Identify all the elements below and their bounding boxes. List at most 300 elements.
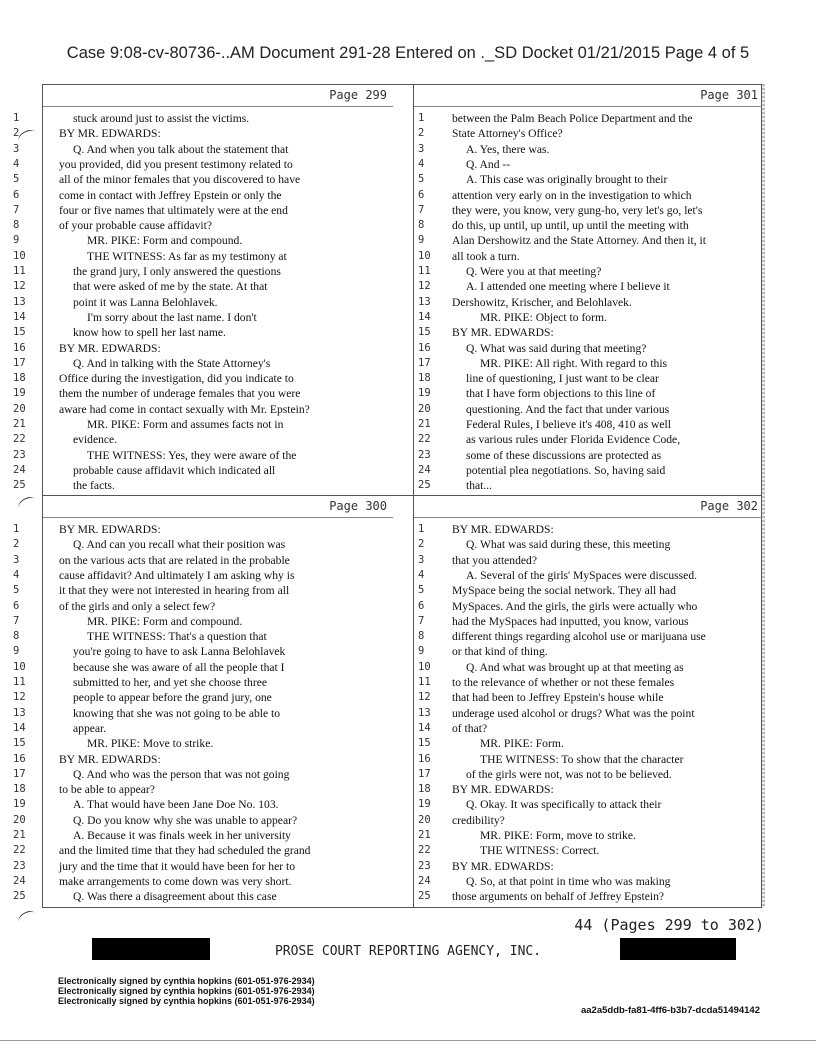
line-text: credibility? — [452, 813, 505, 827]
case-header: Case 9:08-cv-80736-..AM Document 291-28 Entered on ._SD Docket 01/21/2015 Page 4 of 5 — [66, 44, 750, 62]
page-header-rule — [43, 517, 393, 518]
transcript-line — [13, 828, 393, 844]
transcript-line — [414, 203, 764, 219]
line-number: 8 — [13, 630, 20, 643]
line-text: Q. What was said during these, this meeting — [466, 538, 671, 552]
line-number: 10 — [418, 249, 431, 262]
line-number: 5 — [13, 173, 20, 186]
line-number: 24 — [13, 874, 26, 887]
transcript-line — [13, 537, 393, 553]
line-text: Q. And -- — [466, 157, 511, 171]
transcript-line — [414, 675, 764, 691]
transcript-line — [414, 553, 764, 569]
line-text: questioning. And the fact that under various — [466, 402, 670, 416]
line-number: 19 — [418, 798, 431, 811]
line-number: 14 — [13, 310, 26, 323]
line-text: THE WITNESS: As far as my testimony at — [87, 249, 287, 263]
line-number: 10 — [13, 249, 26, 262]
line-number: 24 — [418, 874, 431, 887]
transcript-line — [414, 325, 764, 341]
transcript-line — [414, 782, 764, 798]
line-number: 11 — [418, 265, 431, 277]
transcript-line — [414, 889, 764, 905]
page-number: Page 302 — [700, 499, 758, 513]
line-text: aware had come in contact sexually with Mr. Epstein? — [59, 402, 310, 416]
transcript-line — [13, 736, 393, 752]
line-number: 17 — [13, 356, 26, 369]
line-text: THE WITNESS: Correct. — [480, 844, 600, 858]
line-number: 23 — [418, 448, 431, 461]
line-number: 23 — [13, 448, 26, 461]
line-number: 8 — [418, 630, 425, 643]
transcript-line — [13, 295, 393, 311]
transcript-line — [414, 736, 764, 752]
line-text: that were asked of me by the state. At that — [73, 280, 268, 294]
line-number: 17 — [13, 767, 26, 780]
line-text: to the relevance of whether or not these females — [452, 676, 675, 689]
line-text: MySpaces. And the girls, the girls were actually who — [452, 599, 698, 613]
transcript-line — [414, 568, 764, 584]
transcript-line — [13, 522, 393, 538]
line-number: 19 — [13, 798, 26, 811]
transcript-line — [414, 142, 764, 158]
line-text: knowing that she was not going to be able to — [73, 706, 281, 720]
transcript-line — [13, 402, 393, 418]
page-header-rule — [414, 106, 764, 107]
line-text: people to appear before the grand jury, one — [73, 691, 272, 705]
transcript-line — [414, 813, 764, 829]
transcript-line — [414, 843, 764, 859]
line-number: 12 — [13, 280, 26, 293]
transcript-line — [414, 522, 764, 538]
line-text: Q. Okay. It was specifically to attack their — [466, 798, 662, 812]
line-number: 2 — [418, 538, 425, 551]
transcript-line — [13, 341, 393, 357]
document-hash: aa2a5ddb-fa81-4ff6-b3b7-dcda51494142 — [580, 1005, 760, 1016]
line-text: stuck around just to assist the victims. — [73, 112, 250, 125]
transcript-line — [13, 843, 393, 859]
transcript-line — [13, 721, 393, 737]
line-text: Q. What was said during that meeting? — [466, 341, 647, 355]
line-text: A. That would have been Jane Doe No. 103. — [73, 798, 279, 812]
line-number: 22 — [13, 433, 26, 446]
line-number: 3 — [13, 142, 20, 155]
transcript-line — [13, 172, 393, 188]
transcript-line — [13, 767, 393, 783]
transcript-line — [414, 874, 764, 890]
page-number: Page 300 — [329, 499, 387, 513]
redaction-box — [620, 938, 736, 960]
line-number: 21 — [13, 418, 26, 430]
transcript-line — [13, 203, 393, 219]
line-text: jury and the time that it would have been for her to — [59, 859, 295, 873]
transcript-line — [414, 767, 764, 783]
transcript-line — [414, 448, 764, 464]
transcript-line — [13, 583, 393, 599]
line-text: submitted to her, and yet she choose three — [73, 676, 267, 689]
line-text: BY MR. EDWARDS: — [452, 523, 554, 536]
line-text: MR. PIKE: Form, move to strike. — [480, 829, 636, 842]
line-number: 12 — [418, 280, 431, 293]
transcript-line — [414, 279, 764, 295]
transcript-line — [13, 752, 393, 768]
transcript-line — [13, 142, 393, 158]
transcript-line — [13, 157, 393, 173]
line-number: 10 — [13, 660, 26, 673]
transcript-line — [13, 264, 393, 280]
line-number: 5 — [418, 584, 425, 597]
signature-line: Electronically signed by cynthia hopkins (601-051-976-2934) — [58, 996, 315, 1006]
line-number: 12 — [418, 691, 431, 704]
line-text: BY MR. EDWARDS: — [59, 523, 161, 536]
line-number: 1 — [13, 523, 20, 535]
line-number: 16 — [13, 752, 26, 765]
reporting-agency: PROSE COURT REPORTING AGENCY, INC. — [274, 944, 542, 959]
transcript-line — [13, 706, 393, 722]
page-number: Page 299 — [329, 88, 387, 102]
transcript-line — [414, 172, 764, 188]
line-text: know how to spell her last name. — [73, 326, 226, 340]
transcript-line — [414, 614, 764, 630]
line-number: 16 — [418, 341, 431, 354]
signature-line: Electronically signed by cynthia hopkins (601-051-976-2934) — [58, 986, 315, 996]
line-number: 3 — [418, 553, 425, 566]
line-number: 22 — [13, 844, 26, 857]
line-text: A. Because it was finals week in her university — [73, 829, 291, 842]
transcript-page — [13, 496, 393, 906]
line-number: 21 — [13, 829, 26, 841]
line-text: all took a turn. — [452, 249, 520, 263]
line-number: 11 — [13, 265, 26, 277]
transcript-line — [13, 859, 393, 875]
line-number: 22 — [418, 433, 431, 446]
line-number: 7 — [418, 203, 425, 216]
transcript-line — [414, 859, 764, 875]
line-number: 24 — [418, 463, 431, 476]
line-text: that you attended? — [452, 553, 537, 567]
signature-line: Electronically signed by cynthia hopkins (601-051-976-2934) — [58, 976, 315, 986]
transcript-line — [414, 341, 764, 357]
line-text: of the girls were not, was not to be believed. — [466, 767, 672, 781]
line-text: because she was aware of all the people that I — [73, 660, 285, 674]
line-text: point it was Lanna Belohlavek. — [73, 295, 218, 309]
transcript-line — [414, 126, 764, 142]
line-number: 2 — [13, 127, 20, 140]
line-text: the grand jury, I only answered the questions — [73, 265, 281, 278]
line-number: 7 — [13, 203, 20, 216]
line-text: BY MR. EDWARDS: — [452, 326, 554, 340]
line-number: 15 — [418, 326, 431, 339]
line-text: Q. Was there a disagreement about this case — [73, 890, 277, 904]
line-text: it that they were not interested in hearing from all — [59, 584, 290, 598]
line-text: on the various acts that are related in the probable — [59, 553, 290, 567]
line-number: 13 — [418, 706, 431, 719]
line-text: MR. PIKE: Move to strike. — [87, 737, 214, 751]
line-text: THE WITNESS: That's a question that — [87, 630, 267, 644]
transcript-line — [13, 325, 393, 341]
line-number: 18 — [13, 372, 26, 385]
transcript-line — [13, 568, 393, 584]
scan-edge — [762, 84, 765, 908]
line-text: cause affidavit? And ultimately I am asking why is — [59, 568, 295, 582]
line-text: four or five names that ultimately were at the end — [59, 203, 288, 217]
transcript-line — [13, 448, 393, 464]
line-text: THE WITNESS: Yes, they were aware of the — [87, 448, 297, 462]
line-number: 3 — [13, 553, 20, 566]
line-text: attention very early on in the investigation to which — [452, 188, 692, 202]
transcript-page — [414, 496, 764, 906]
line-number: 6 — [13, 188, 20, 201]
transcript-line — [13, 690, 393, 706]
transcript-line — [414, 690, 764, 706]
transcript-line — [13, 371, 393, 387]
line-text: underage used alcohol or drugs? What was the point — [452, 706, 695, 720]
line-number: 23 — [418, 859, 431, 872]
transcript-line — [13, 432, 393, 448]
transcript-line — [414, 295, 764, 311]
transcript-line — [13, 629, 393, 645]
line-number: 5 — [418, 173, 425, 186]
transcript-line — [414, 111, 764, 127]
line-text: appear. — [73, 721, 107, 735]
line-text: them the number of underage females that you were — [59, 387, 301, 401]
line-number: 25 — [13, 890, 26, 903]
transcript-line — [13, 553, 393, 569]
line-number: 1 — [418, 112, 425, 124]
line-text: Office during the investigation, did you indicate to — [59, 372, 294, 386]
line-number: 4 — [418, 157, 425, 170]
line-number: 20 — [13, 402, 26, 415]
line-number: 19 — [13, 387, 26, 400]
transcript-line — [13, 660, 393, 676]
transcript-line — [13, 463, 393, 479]
transcript-line — [414, 188, 764, 204]
page-header-rule — [414, 517, 764, 518]
line-text: different things regarding alcohol use or marijuana use — [452, 630, 706, 644]
transcript-grid — [13, 84, 762, 908]
transcript-line — [13, 310, 393, 326]
page-header-rule — [43, 106, 393, 107]
line-number: 21 — [418, 418, 431, 430]
line-number: 6 — [418, 188, 425, 201]
line-number: 20 — [418, 813, 431, 826]
transcript-line — [414, 233, 764, 249]
transcript-line — [414, 660, 764, 676]
line-number: 23 — [13, 859, 26, 872]
line-number: 4 — [13, 157, 20, 170]
line-number: 14 — [418, 721, 431, 734]
transcript-line — [13, 782, 393, 798]
line-text: do this, up until, up until, up until the meeting with — [452, 219, 689, 233]
line-text: MR. PIKE: Form and assumes facts not in — [87, 418, 284, 431]
line-text: some of these discussions are protected as — [466, 448, 662, 462]
line-text: Q. And can you recall what their position was — [73, 538, 286, 552]
line-number: 13 — [13, 295, 26, 308]
line-text: Q. And when you talk about the statement that — [73, 142, 289, 156]
line-text: potential plea negotiations. So, having said — [466, 463, 666, 477]
bottom-rule — [0, 1040, 816, 1041]
transcript-line — [414, 797, 764, 813]
line-number: 7 — [13, 614, 20, 627]
transcript-line — [414, 218, 764, 234]
line-number: 9 — [13, 645, 20, 658]
transcript-line — [414, 706, 764, 722]
line-text: and the limited time that they had scheduled the grand — [59, 844, 311, 858]
line-number: 25 — [418, 479, 431, 492]
transcript-page — [13, 85, 393, 495]
transcript-line — [13, 417, 393, 433]
line-number: 9 — [418, 234, 425, 247]
line-text: evidence. — [73, 433, 118, 447]
line-number: 14 — [418, 310, 431, 323]
line-text: Federal Rules, I believe it's 408, 410 as well — [466, 418, 671, 431]
line-text: between the Palm Beach Police Department and the — [452, 112, 693, 125]
transcript-line — [13, 889, 393, 905]
line-number: 18 — [13, 783, 26, 796]
transcript-line — [414, 583, 764, 599]
transcript-line — [13, 218, 393, 234]
transcript-line — [13, 644, 393, 660]
line-text: I'm sorry about the last name. I don't — [87, 310, 257, 324]
line-text: MR. PIKE: All right. With regard to this — [480, 356, 668, 370]
line-text: BY MR. EDWARDS: — [59, 127, 161, 141]
line-number: 2 — [13, 538, 20, 551]
transcript-line — [414, 157, 764, 173]
line-number: 16 — [418, 752, 431, 765]
transcript-line — [414, 432, 764, 448]
margin-mark — [16, 494, 37, 512]
line-number: 24 — [13, 463, 26, 476]
line-text: they were, you know, very gung-ho, very let's go, let's — [452, 203, 703, 217]
line-number: 16 — [13, 341, 26, 354]
transcript-line — [13, 249, 393, 265]
transcript-line — [13, 874, 393, 890]
transcript-line — [414, 310, 764, 326]
transcript-line — [414, 644, 764, 660]
line-text: come in contact with Jeffrey Epstein or only the — [59, 188, 282, 202]
transcript-line — [414, 371, 764, 387]
line-text: A. Several of the girls' MySpaces were discussed. — [466, 568, 698, 582]
line-text: Q. And what was brought up at that meeting as — [466, 660, 684, 674]
line-text: BY MR. EDWARDS: — [452, 783, 554, 797]
line-text: MR. PIKE: Form. — [480, 737, 564, 751]
transcript-line — [13, 813, 393, 829]
line-text: Dershowitz, Krischer, and Belohlavek. — [452, 295, 632, 309]
transcript-line — [13, 188, 393, 204]
line-number: 15 — [13, 737, 26, 750]
transcript-line — [13, 797, 393, 813]
transcript-page — [414, 85, 764, 495]
line-number: 17 — [418, 767, 431, 780]
line-number: 11 — [13, 676, 26, 688]
line-text: THE WITNESS: To show that the character — [480, 752, 684, 766]
line-number: 8 — [13, 219, 20, 232]
transcript-line — [414, 599, 764, 615]
line-number: 7 — [418, 614, 425, 627]
line-text: that... — [466, 479, 493, 493]
transcript-line — [414, 721, 764, 737]
line-number: 22 — [418, 844, 431, 857]
line-text: Q. And who was the person that was not going — [73, 767, 290, 781]
line-text: probable cause affidavit which indicated all — [73, 463, 276, 477]
line-text: all of the minor females that you discovered to have — [59, 173, 301, 187]
line-text: that I have form objections to this line of — [466, 387, 656, 401]
line-text: Q. Do you know why she was unable to appear? — [73, 813, 298, 827]
transcript-line — [414, 249, 764, 265]
transcript-line — [13, 126, 393, 142]
line-text: Alan Dershowitz and the State Attorney. And then it, it — [452, 234, 706, 248]
transcript-line — [414, 417, 764, 433]
transcript-line — [13, 356, 393, 372]
line-text: line of questioning, I just want to be clear — [466, 372, 659, 386]
line-text: A. This case was originally brought to their — [466, 173, 668, 187]
line-number: 11 — [418, 676, 431, 688]
line-text: had the MySpaces had inputted, you know, various — [452, 614, 689, 628]
line-number: 18 — [418, 372, 431, 385]
line-text: MR. PIKE: Form and compound. — [87, 614, 243, 628]
line-text: of that? — [452, 721, 488, 735]
transcript-line — [414, 463, 764, 479]
line-text: State Attorney's Office? — [452, 127, 563, 141]
transcript-line — [13, 614, 393, 630]
line-number: 19 — [418, 387, 431, 400]
line-text: make arrangements to come down was very short. — [59, 874, 292, 888]
line-text: you're going to have to ask Lanna Belohlavek — [73, 645, 286, 659]
line-number: 9 — [418, 645, 425, 658]
transcript-line — [13, 386, 393, 402]
line-number: 14 — [13, 721, 26, 734]
line-number: 13 — [13, 706, 26, 719]
line-number: 6 — [13, 599, 20, 612]
line-text: Q. And in talking with the State Attorney's — [73, 356, 271, 370]
line-number: 3 — [418, 142, 425, 155]
line-text: Q. Were you at that meeting? — [466, 265, 602, 278]
transcript-line — [13, 675, 393, 691]
transcript-line — [13, 478, 393, 494]
transcript-line — [414, 828, 764, 844]
transcript-line — [414, 629, 764, 645]
line-text: MR. PIKE: Object to form. — [480, 310, 607, 324]
line-text: BY MR. EDWARDS: — [59, 341, 161, 355]
line-text: those arguments on behalf of Jeffrey Epstein? — [452, 890, 665, 904]
transcript-line — [13, 279, 393, 295]
line-number: 10 — [418, 660, 431, 673]
transcript-line — [414, 537, 764, 553]
transcript-line — [414, 356, 764, 372]
line-number: 4 — [418, 568, 425, 581]
line-number: 18 — [418, 783, 431, 796]
line-number: 20 — [418, 402, 431, 415]
line-number: 8 — [418, 219, 425, 232]
line-number: 6 — [418, 599, 425, 612]
line-number: 25 — [418, 890, 431, 903]
footer-page-range: 44 (Pages 299 to 302) — [574, 916, 764, 934]
line-text: you provided, did you present testimony related to — [59, 157, 293, 171]
transcript-line — [414, 752, 764, 768]
transcript-line — [414, 402, 764, 418]
line-text: of your probable cause affidavit? — [59, 219, 213, 233]
line-text: BY MR. EDWARDS: — [59, 752, 161, 766]
line-text: as various rules under Florida Evidence Code, — [466, 433, 681, 447]
line-text: MR. PIKE: Form and compound. — [87, 234, 243, 248]
line-number: 17 — [418, 356, 431, 369]
line-number: 1 — [13, 112, 20, 124]
line-number: 25 — [13, 479, 26, 492]
page-number: Page 301 — [700, 88, 758, 102]
line-text: A. Yes, there was. — [466, 142, 550, 156]
transcript-line — [414, 386, 764, 402]
transcript-line — [414, 478, 764, 494]
